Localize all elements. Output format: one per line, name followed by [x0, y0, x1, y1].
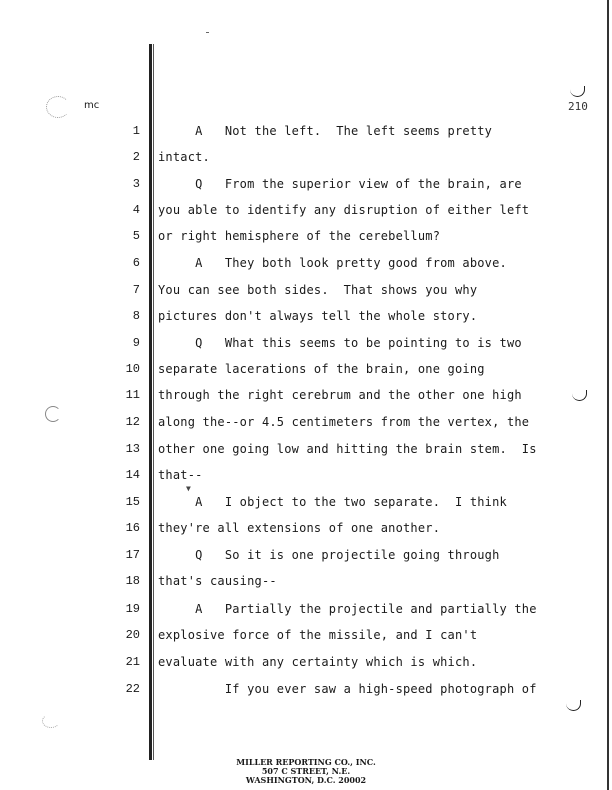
line-number: 15 [125, 495, 140, 509]
footer-city: WASHINGTON, D.C. 20002 [245, 775, 367, 785]
footer-company: MILLER REPORTING CO., INC. [236, 757, 376, 767]
line-text: or right hemisphere of the cerebellum? [158, 229, 441, 243]
insertion-mark: ▼ [186, 484, 191, 493]
margin-mark-top [570, 86, 585, 97]
line-number: 1 [132, 124, 140, 138]
line-number: 4 [132, 203, 140, 217]
line-number: 3 [132, 177, 140, 191]
left-margin-rule [149, 44, 152, 760]
line-text: intact. [158, 150, 210, 164]
page-number: 210 [568, 100, 588, 113]
line-text: they're all extensions of one another. [158, 521, 441, 535]
left-margin-rule-inner [153, 44, 154, 760]
line-number: 21 [125, 655, 140, 669]
line-text: Q From the superior view of the brain, are [158, 177, 522, 191]
line-number: 17 [125, 548, 140, 562]
line-number: 9 [132, 336, 140, 350]
right-margin-rule [607, 0, 609, 790]
line-number: 2 [132, 150, 140, 164]
line-text: A Not the left. The left seems pretty [158, 124, 493, 138]
line-number: 16 [125, 521, 140, 535]
line-text: You can see both sides. That shows you why [158, 283, 478, 297]
line-text: that-- [158, 468, 203, 482]
line-number: 6 [132, 256, 140, 270]
line-number: 10 [125, 362, 140, 376]
line-number: 12 [125, 415, 140, 429]
line-number: 8 [132, 309, 140, 323]
line-number: 18 [125, 574, 140, 588]
line-text: A Partially the projectile and partially the [158, 602, 537, 616]
line-number: 19 [125, 602, 140, 616]
line-number: 22 [125, 682, 140, 696]
margin-mark-middle [572, 390, 587, 401]
punch-hole-bottom [42, 714, 60, 728]
line-text: pictures don't always tell the whole story. [158, 309, 478, 323]
line-number: 5 [132, 229, 140, 243]
line-number: 20 [125, 628, 140, 642]
punch-hole-top [46, 96, 70, 118]
line-text: you able to identify any disruption of either left [158, 203, 530, 217]
line-text: through the right cerebrum and the other one high [158, 388, 522, 402]
line-text: separate lacerations of the brain, one going [158, 362, 485, 376]
line-text: A I object to the two separate. I think [158, 495, 507, 509]
reporter-initials: mc [84, 100, 100, 111]
line-text: explosive force of the missile, and I can't [158, 628, 478, 642]
line-text: A They both look pretty good from above. [158, 256, 507, 270]
line-text: other one going low and hitting the brain stem. Is [158, 442, 537, 456]
footer-street: 507 C STREET, N.E. [261, 766, 351, 776]
margin-mark-bottom [566, 700, 581, 711]
line-number: 7 [132, 283, 140, 297]
line-number: 13 [125, 442, 140, 456]
line-number: 11 [125, 388, 140, 402]
line-number: 14 [125, 468, 140, 482]
line-text: evaluate with any certainty which is which. [158, 655, 478, 669]
line-text: along the--or 4.5 centimeters from the vertex, the [158, 415, 530, 429]
line-text: Q So it is one projectile going through [158, 548, 500, 562]
line-text: that's causing-- [158, 574, 277, 588]
line-text: If you ever saw a high-speed photograph of [158, 682, 537, 696]
stray-mark [206, 32, 209, 33]
line-text: Q What this seems to be pointing to is two [158, 336, 522, 350]
punch-hole-middle [45, 406, 61, 422]
